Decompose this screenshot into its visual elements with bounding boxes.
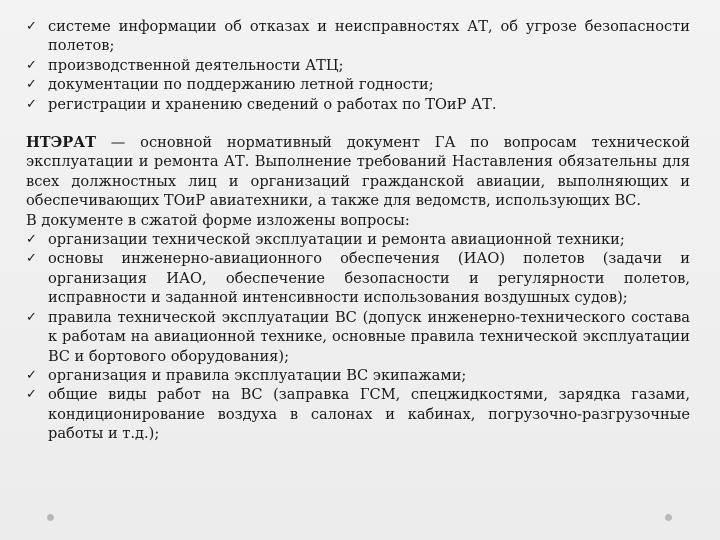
- main-paragraph: [26, 133, 690, 211]
- checkmark-icon: ✓: [26, 309, 37, 325]
- document-term: НТЭРАТ: [26, 134, 96, 152]
- checkmark-icon: ✓: [26, 387, 37, 403]
- list-item: [26, 308, 690, 366]
- list-item-text: производственной деятельности АТЦ;: [48, 56, 344, 74]
- list-item: [26, 366, 690, 385]
- checkmark-icon: ✓: [26, 232, 37, 248]
- list-item: [26, 249, 690, 307]
- list-item: [26, 17, 690, 56]
- checkmark-icon: ✓: [26, 57, 37, 73]
- paragraph-text: — основной нормативный документ ГА по вопросам технической эксплуатации и ремонта АТ. Выполнение требований Наставления обязательны для всех должностных лиц и организаций гражданской авиации, выполняющих и обеспечивающих ТОиР авиатехники, а также для ведомств, использующих ВС.: [26, 134, 690, 210]
- list-item-text: основы инженерно-авиационного обеспечения (ИАО) полетов (задачи и организация ИАО, обеспечение безопасности и регулярности полетов, исправности и заданной интенсивности использования воздушных судов);: [48, 250, 690, 307]
- bottom-checklist: [26, 230, 690, 443]
- intro-line: В документе в сжатой форме изложены вопросы:: [26, 211, 410, 229]
- list-item-text: регистрации и хранению сведений о работах по ТОиР АТ.: [48, 95, 497, 113]
- slide-content: [26, 17, 690, 444]
- decorative-dot-icon: [47, 514, 54, 521]
- checkmark-icon: ✓: [26, 367, 37, 383]
- checkmark-icon: ✓: [26, 19, 37, 34]
- list-item: [26, 75, 690, 94]
- list-item-text: правила технической эксплуатации ВС (допуск инженерно-технического состава к работам на авиационной технике, основные правила технической эксплуатации ВС и бортового оборудования);: [48, 308, 690, 365]
- spacer: [26, 114, 690, 133]
- list-item: [26, 230, 690, 249]
- list-item-text: документации по поддержанию летной годности;: [48, 76, 434, 94]
- list-item: [26, 56, 690, 75]
- checkmark-icon: ✓: [26, 77, 37, 93]
- top-checklist: [26, 17, 690, 114]
- checkmark-icon: ✓: [26, 251, 37, 267]
- checkmark-icon: ✓: [26, 96, 37, 112]
- decorative-dot-icon: [665, 514, 672, 521]
- list-item-text: организации технической эксплуатации и ремонта авиационной техники;: [48, 231, 625, 249]
- list-item-text: организация и правила эксплуатации ВС экипажами;: [48, 366, 467, 384]
- list-item: [26, 95, 690, 114]
- list-item: [26, 385, 690, 443]
- list-item-text: общие виды работ на ВС (заправка ГСМ, спецжидкостями, зарядка газами, кондиционирование воздуха в салонах и кабинах, погрузочно-разгрузочные работы и т.д.);: [48, 386, 690, 443]
- list-item-text: системе информации об отказах и неисправностях АТ, об угрозе безопасности полетов;: [48, 18, 690, 55]
